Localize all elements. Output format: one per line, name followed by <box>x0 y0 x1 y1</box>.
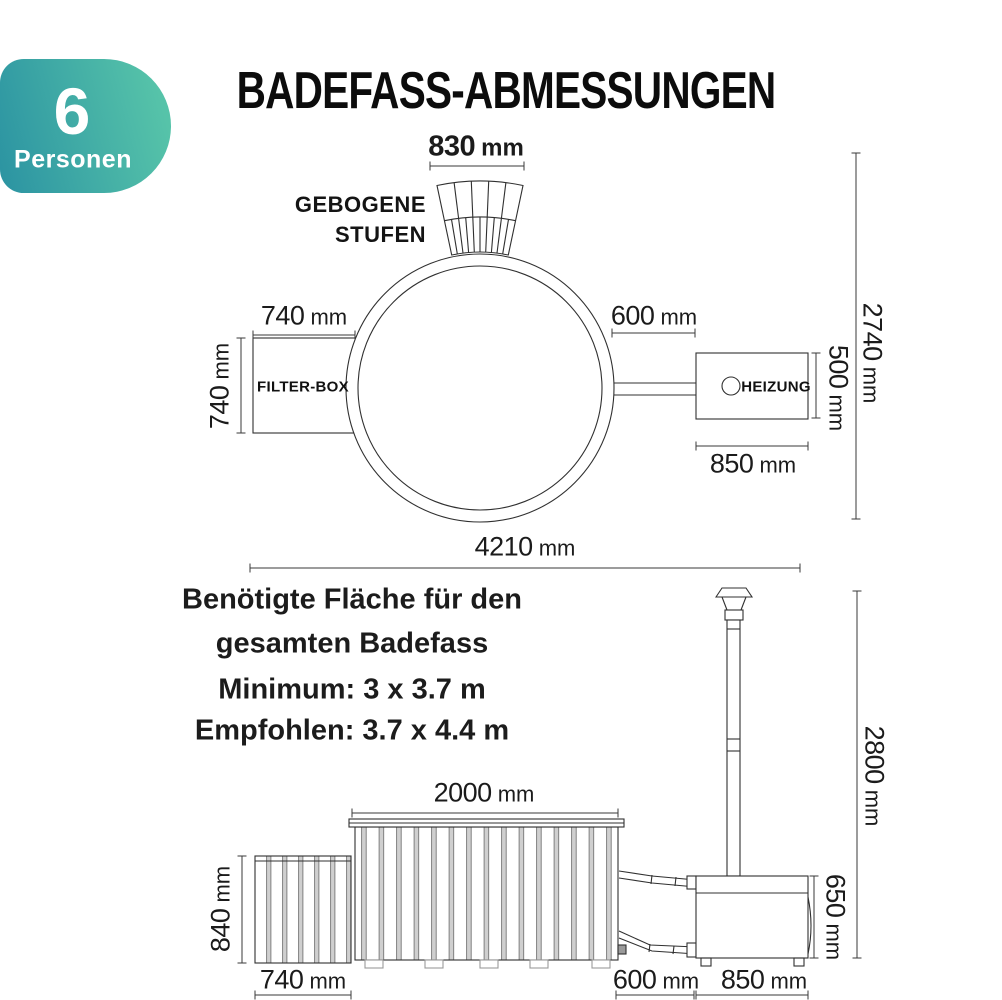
filter-box-label: FILTER-BOX <box>257 378 349 396</box>
heater-side-view <box>696 876 811 966</box>
area-note-minimum: Minimum: 3 x 3.7 m <box>218 673 486 706</box>
heater-label: HEIZUNG <box>741 378 811 396</box>
dim-pipe-length: 600 mm <box>610 300 698 331</box>
curved-steps-label: GEBOGENE STUFEN <box>294 192 426 247</box>
dim-total-height: 2800mm <box>859 725 890 827</box>
dim-pipe-length-side: 600 mm <box>612 964 700 995</box>
dim-filterbox-width: 740 mm <box>260 300 348 331</box>
dim-tub-width: 2000 mm <box>433 777 535 808</box>
page-title: BADEFASS-ABMESSUNGEN <box>236 62 776 120</box>
dim-steps-height: 840mm <box>205 865 236 953</box>
steps-side-view <box>255 856 351 963</box>
dim-heater-width: 850 mm <box>709 448 797 479</box>
tub-top-view-circle <box>346 254 614 522</box>
dim-steps-width-side: 740 mm <box>259 964 347 995</box>
dim-steps-width: 830 mm <box>428 130 524 163</box>
tub-side-view <box>349 819 624 968</box>
area-note-line1: Benötigte Fläche für den <box>182 583 522 616</box>
dim-heater-width-side: 850 mm <box>720 964 808 995</box>
dim-heater-height: 650mm <box>820 873 851 961</box>
chimney-shape <box>716 588 752 876</box>
area-note-line2: gesamten Badefass <box>215 627 489 660</box>
dim-total-depth: 2740mm <box>857 302 888 404</box>
dim-filterbox-depth: 740mm <box>204 342 235 430</box>
persons-badge <box>0 59 171 193</box>
persons-label: Personen <box>14 145 132 174</box>
dim-heater-depth: 500mm <box>823 344 854 432</box>
persons-count: 6 <box>53 74 91 148</box>
area-note-recommended: Empfohlen: 3.7 x 4.4 m <box>194 714 510 747</box>
heater-pipes <box>618 871 696 957</box>
dim-total-width: 4210 mm <box>474 531 576 562</box>
